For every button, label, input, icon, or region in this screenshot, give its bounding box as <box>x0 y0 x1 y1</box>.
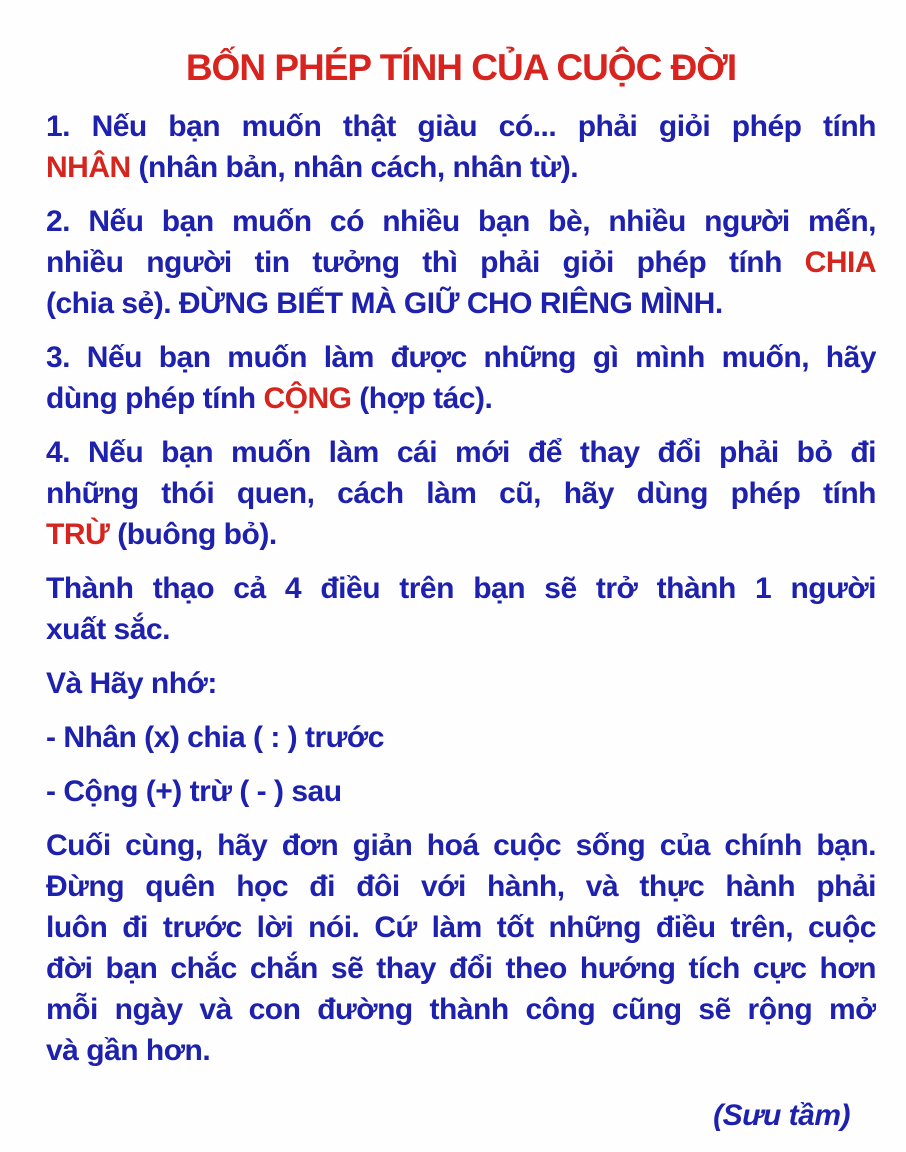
paragraph-item-3-add <box>46 337 876 419</box>
text-line <box>46 147 876 188</box>
body-text: 1. Nếu bạn muốn thật giàu có... phải giỏi phép tính <box>46 110 876 143</box>
text-line <box>46 948 876 989</box>
body-text: (hợp tác). <box>351 382 493 415</box>
body-text: những thói quen, cách làm cũ, hãy dùng phép tính <box>46 477 876 510</box>
body-text: nhiều người tin tưởng thì phải giỏi phép tính <box>46 246 805 279</box>
text-line <box>46 907 876 948</box>
text-line <box>46 514 876 555</box>
body-text: (nhân bản, nhân cách, nhân từ). <box>130 151 579 184</box>
paragraph-item-1-multiply <box>46 106 876 188</box>
body-text: dùng phép tính <box>46 382 264 415</box>
body-text: Cuối cùng, hãy đơn giản hoá cuộc sống của chính bạn. <box>46 829 876 862</box>
text-line <box>46 201 876 242</box>
text-line <box>46 609 876 650</box>
paragraph-closing <box>46 825 876 1071</box>
keyword-text: CHIA <box>804 246 876 279</box>
body-text: 3. Nếu bạn muốn làm được những gì mình muốn, hãy <box>46 341 876 374</box>
text-line <box>46 242 876 283</box>
text-line <box>46 568 876 609</box>
text-line <box>46 989 876 1030</box>
page-title: BỐN PHÉP TÍNH CỦA CUỘC ĐỜI <box>185 47 737 88</box>
text-line <box>46 663 876 704</box>
text-line <box>46 771 876 812</box>
paragraph-summary <box>46 568 876 650</box>
body-text: - Cộng (+) trừ ( - ) sau <box>46 775 342 808</box>
text-line <box>46 1030 876 1071</box>
paragraph-item-2-divide <box>46 201 876 324</box>
credit-text: (Sưu tầm) <box>713 1099 850 1132</box>
body-text: xuất sắc. <box>46 613 170 646</box>
body-text: - Nhân (x) chia ( : ) trước <box>46 721 384 754</box>
keyword-text: NHÂN <box>46 151 131 184</box>
text-line <box>46 378 876 419</box>
keyword-text: CỘNG <box>263 382 352 415</box>
text-line <box>46 283 876 324</box>
body-text: và gần hơn. <box>46 1034 211 1067</box>
body-text: Thành thạo cả 4 điều trên bạn sẽ trở thành 1 người <box>46 572 876 605</box>
body-text: mỗi ngày và con đường thành công cũng sẽ rộng mở <box>46 993 876 1026</box>
paragraph-item-4-subtract <box>46 432 876 555</box>
body-text: Và Hãy nhớ: <box>46 667 217 700</box>
body-text: đời bạn chắc chắn sẽ thay đổi theo hướng tích cực hơn <box>46 952 876 985</box>
paragraph-list <box>46 106 876 1071</box>
text-line <box>46 337 876 378</box>
keyword-text: TRỪ <box>46 518 110 551</box>
body-text: (buông bỏ). <box>109 518 277 551</box>
body-text: luôn đi trước lời nói. Cứ làm tốt những điều trên, cuộc <box>46 911 876 944</box>
text-line <box>46 432 876 473</box>
paragraph-rule-add-subtract-later <box>46 771 876 812</box>
text-line <box>46 717 876 758</box>
body-text: (chia sẻ). ĐỪNG BIẾT MÀ GIỮ CHO RIÊNG MÌNH. <box>46 287 723 320</box>
body-text: 2. Nếu bạn muốn có nhiều bạn bè, nhiều người mến, <box>46 205 876 238</box>
text-line <box>46 866 876 907</box>
credit-row <box>46 1095 876 1136</box>
paragraph-remember-heading <box>46 663 876 704</box>
text-line <box>46 825 876 866</box>
text-line <box>46 106 876 147</box>
text-line <box>46 473 876 514</box>
paragraph-rule-multiply-divide-first <box>46 717 876 758</box>
body-text: 4. Nếu bạn muốn làm cái mới để thay đổi phải bỏ đi <box>46 436 876 469</box>
body-text: Đừng quên học đi đôi với hành, và thực hành phải <box>46 870 876 903</box>
